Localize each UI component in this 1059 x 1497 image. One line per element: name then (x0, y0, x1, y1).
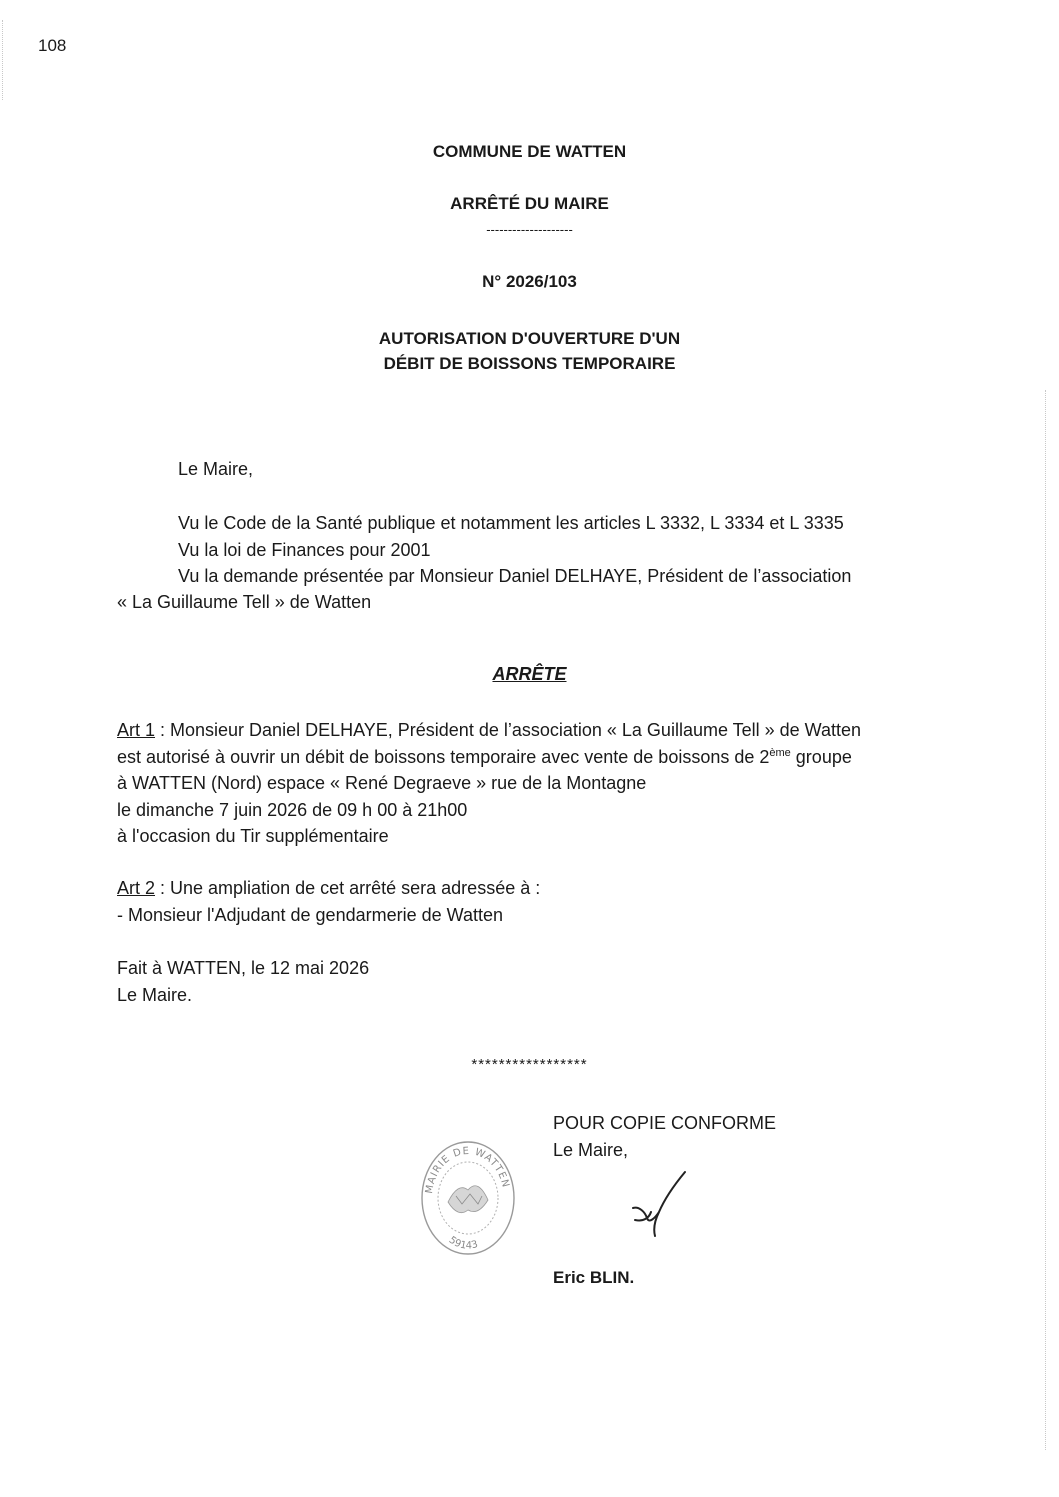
title-separator: -------------------- (486, 222, 573, 237)
vu-line: Vu la loi de Finances pour 2001 (178, 539, 431, 560)
article-1-label: Art 1 (117, 720, 156, 740)
arrete-subject-line: DÉBIT DE BOISSONS TEMPORAIRE (383, 354, 676, 373)
seal-top-text: MAIRIE DE WATTEN (424, 1145, 512, 1195)
copie-conforme (553, 1110, 776, 1163)
scan-edge-mark (2, 20, 4, 100)
preamble-vu (178, 510, 938, 590)
article-1-line: à WATTEN (Nord) espace « René Degraeve » rue de la Montagne (117, 773, 647, 793)
arrete-subject-line: AUTORISATION D'OUVERTURE D'UN (378, 329, 681, 348)
arrete-subject (0, 326, 1059, 376)
article-2-line: Art 2 : Une ampliation de cet arrêté sera adressée à : (117, 878, 541, 898)
fait-a-line: Fait à WATTEN, le 12 mai 2026 (117, 958, 370, 978)
vu-line: Vu la demande présentée par Monsieur Daniel DELHAYE, Président de l’association (178, 566, 852, 586)
arrete-number: N° 2026/103 (482, 272, 577, 291)
greeting: Le Maire, (178, 459, 254, 479)
article-1-line: est autorisé à ouvrir un débit de boissons temporaire avec vente de boissons de 2ème groupe (117, 746, 852, 767)
scan-edge-mark (1045, 390, 1047, 1450)
stars-separator: ***************** (471, 1056, 588, 1073)
article-1-line: Art 1 : Monsieur Daniel DELHAYE, Président de l’association « La Guillaume Tell » de Watten (117, 720, 862, 740)
article-2-line: - Monsieur l'Adjudant de gendarmerie de Watten (117, 904, 503, 925)
seal-bottom-text: 59143 (446, 1234, 480, 1252)
article-2-label: Art 2 (117, 878, 156, 898)
arrete-du-maire-title: ARRÊTÉ DU MAIRE (450, 194, 609, 213)
article-2 (117, 875, 937, 928)
signer-name: Eric BLIN. (553, 1268, 635, 1287)
article-1 (117, 717, 937, 850)
mayor-signature (625, 1168, 695, 1240)
closing (117, 955, 717, 1008)
article-1-line: à l'occasion du Tir supplémentaire (117, 826, 389, 846)
copie-conforme-line: Le Maire, (553, 1139, 629, 1160)
vu-line: Vu le Code de la Santé publique et notamment les articles L 3332, L 3334 et L 3335 (178, 513, 844, 533)
arrete-heading: ARRÊTE (492, 664, 567, 684)
town-seal-stamp (418, 1138, 518, 1258)
article-1-line: le dimanche 7 juin 2026 de 09 h 00 à 21h00 (117, 799, 468, 820)
vu-line-continuation: « La Guillaume Tell » de Watten (117, 592, 372, 612)
le-maire-line: Le Maire. (117, 984, 193, 1005)
copie-conforme-line: POUR COPIE CONFORME (553, 1113, 777, 1133)
commune-title: COMMUNE DE WATTEN (432, 142, 627, 161)
page-number: 108 (38, 36, 67, 55)
